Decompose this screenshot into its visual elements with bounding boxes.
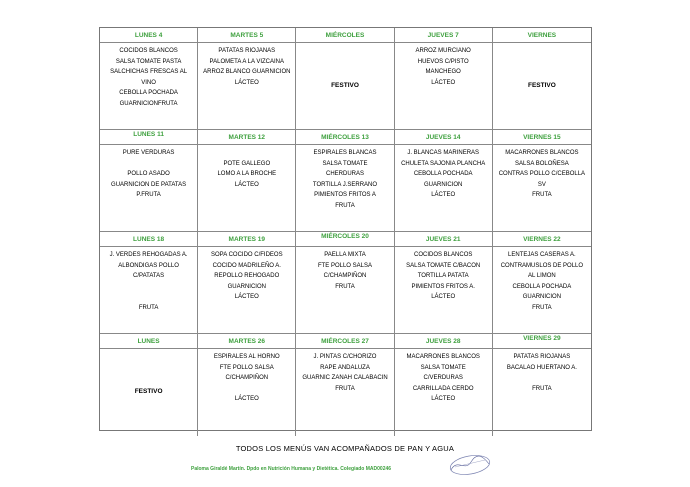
menu-line: FTE POLLO SALSA bbox=[317, 262, 372, 269]
menu-line: LÁCTEO bbox=[234, 294, 259, 300]
menu-line: FRUTA bbox=[335, 283, 355, 290]
menu-line: FTE POLLO SALSA bbox=[219, 364, 274, 371]
menu-cell bbox=[100, 145, 198, 232]
menu-line: HUEVOS C/PISTO bbox=[417, 58, 469, 65]
menu-line: SALCHICHAS FRESCAS AL bbox=[110, 69, 188, 75]
menu-line bbox=[100, 159, 197, 170]
menu-cell bbox=[395, 145, 493, 232]
menu-line: J. BLANCAS MARINERAS bbox=[407, 150, 480, 156]
menu-line: C/CHAMPIÑON bbox=[323, 273, 367, 279]
menu-line: GUARNICION bbox=[424, 181, 463, 188]
menu-line: FRUTA bbox=[532, 304, 552, 311]
day-header: MARTES 26 bbox=[198, 334, 296, 349]
day-header: VIERNES 22 bbox=[493, 232, 591, 247]
menu-cell bbox=[198, 349, 296, 436]
day-header: LUNES bbox=[100, 334, 198, 349]
menu-line: LÁCTEO bbox=[234, 79, 259, 86]
menu-line bbox=[493, 373, 591, 384]
menu-line: FRUTA bbox=[532, 385, 552, 392]
menu-line: CHULETA SAJONIA PLANCHA bbox=[401, 160, 486, 167]
menu-cell bbox=[493, 349, 591, 436]
menu-line: MANCHEGO bbox=[425, 69, 461, 75]
menu-cell bbox=[198, 43, 296, 130]
menu-line: GUARNICIONFRUTA bbox=[119, 100, 178, 107]
day-header: MIÉRCOLES bbox=[296, 28, 394, 43]
holiday-cell bbox=[296, 43, 394, 130]
menu-line: ALBONDIGAS POLLO bbox=[118, 262, 179, 269]
menu-line: J. PINTAS C/CHORIZO bbox=[313, 354, 377, 360]
menu-line: VINO bbox=[141, 79, 156, 86]
menu-cell bbox=[493, 145, 591, 232]
menu-line: SV bbox=[537, 181, 546, 188]
day-header: VIERNES bbox=[493, 28, 591, 43]
menu-line: POTE GALLEGO bbox=[223, 160, 271, 167]
menu-line: SALSA TOMATE C/BACON bbox=[406, 262, 481, 269]
day-header: MIÉRCOLES 13 bbox=[296, 130, 394, 145]
menu-cell bbox=[493, 247, 591, 334]
menu-cell bbox=[198, 145, 296, 232]
menu-line: MACARRONES BLANCOS bbox=[505, 150, 579, 156]
menu-line: LÁCTEO bbox=[431, 79, 456, 86]
menu-line: LÁCTEO bbox=[234, 181, 259, 188]
menu-line: CONTRAMUSLOS DE POLLO bbox=[500, 262, 584, 269]
footer-credit: Paloma Giraldé Martín. Dpdo en Nutrición Humana y Dietética. Colegiado MAD00246 bbox=[191, 466, 392, 472]
menu-line: PIMIENTOS FRITOS A bbox=[314, 192, 376, 198]
menu-line: LENTEJAS CASERAS A. bbox=[508, 252, 576, 258]
menu-line: ESPIRALES AL HORNO bbox=[213, 354, 280, 360]
menu-line bbox=[100, 292, 197, 303]
menu-table bbox=[99, 27, 592, 431]
menu-line: CEBOLLA POCHADA bbox=[512, 283, 572, 290]
menu-cell bbox=[296, 349, 394, 436]
menu-line: GUARNIC ZANAH CALABACIN bbox=[302, 375, 388, 381]
day-header: LUNES 11 bbox=[100, 130, 198, 145]
menu-line: PATATAS RIOJANAS bbox=[218, 48, 276, 54]
menu-line: C/CHAMPIÑON bbox=[225, 375, 269, 381]
menu-line: FRUTA bbox=[335, 202, 355, 209]
menu-line: SALSA TOMATE PASTA bbox=[115, 58, 182, 65]
day-header: MARTES 5 bbox=[198, 28, 296, 43]
menu-line: LÁCTEO bbox=[431, 192, 456, 198]
menu-cell bbox=[198, 247, 296, 334]
day-header: JUEVES 28 bbox=[395, 334, 493, 349]
menu-line bbox=[198, 148, 295, 159]
menu-line: SALSA BOLOÑESA bbox=[515, 160, 569, 167]
day-header: MARTES 12 bbox=[198, 130, 296, 145]
menu-line: FRUTA bbox=[138, 304, 159, 311]
menu-line: MACARRONES BLANCOS bbox=[406, 354, 480, 360]
day-header: MARTES 19 bbox=[198, 232, 296, 247]
menu-line: C/VERDURAS bbox=[423, 375, 463, 381]
menu-line: FESTIVO bbox=[134, 388, 163, 396]
menu-cell bbox=[100, 43, 198, 130]
menu-line: LÁCTEO bbox=[431, 294, 456, 300]
menu-cell bbox=[296, 247, 394, 334]
menu-line: LÁCTEO bbox=[431, 396, 456, 402]
menu-line: ESPIRALES BLANCAS bbox=[313, 150, 377, 156]
menu-line: PALOMETA A LA VIZCAINA bbox=[209, 58, 285, 65]
day-header: JUEVES 14 bbox=[395, 130, 493, 145]
day-header: VIERNES 15 bbox=[493, 130, 591, 145]
signature-image bbox=[445, 450, 495, 480]
day-header: VIERNES 29 bbox=[493, 334, 591, 349]
footer-note: TODOS LOS MENÚS VAN ACOMPAÑADOS DE PAN Y AGUA bbox=[235, 444, 455, 453]
menu-line: AL LIMON bbox=[527, 273, 556, 279]
day-header: JUEVES 7 bbox=[395, 28, 493, 43]
menu-line: SALSA TOMATE bbox=[322, 160, 368, 167]
menu-line: FRUTA bbox=[335, 385, 355, 392]
menu-line: PATATAS RIOJANAS bbox=[513, 354, 571, 360]
menu-line: POLLO ASADO bbox=[127, 171, 170, 177]
menu-line: SALSA TOMATE bbox=[420, 364, 466, 371]
menu-line: COCIDOS BLANCOS bbox=[414, 252, 473, 258]
menu-line: CHERDURAS bbox=[325, 171, 364, 177]
menu-line: BACALAO HUERTANO A. bbox=[506, 364, 577, 371]
menu-line: P.FRUTA bbox=[136, 192, 161, 198]
holiday-cell bbox=[100, 349, 198, 436]
menu-line: PAELLA MIXTA bbox=[324, 252, 366, 258]
menu-line: CARRILLADA CERDO bbox=[412, 385, 474, 392]
menu-line: CONTRAS POLLO C/CEBOLLA bbox=[498, 171, 586, 177]
menu-line: CEBOLLA POCHADA bbox=[119, 90, 178, 96]
menu-line: LOMO A LA BROCHE bbox=[217, 171, 277, 177]
menu-cell bbox=[296, 145, 394, 232]
menu-line: REPOLLO REHOGADO bbox=[214, 273, 280, 279]
day-header: MIÉRCOLES 27 bbox=[296, 334, 394, 349]
menu-line: COCIDOS BLANCOS bbox=[119, 48, 178, 54]
menu-line: TORTILLA PATATA bbox=[417, 273, 469, 279]
menu-line: FESTIVO bbox=[527, 81, 556, 89]
menu-line: GUARNICION DE PATATAS bbox=[111, 181, 187, 188]
menu-line: C/PATATAS bbox=[133, 273, 165, 279]
menu-line bbox=[198, 384, 295, 395]
menu-line: FESTIVO bbox=[331, 81, 359, 89]
menu-line: FRUTA bbox=[532, 192, 552, 198]
menu-line: ARROZ MURCIANO bbox=[415, 48, 471, 54]
day-header: MIÉRCOLES 20 bbox=[296, 232, 394, 247]
menu-line: CEBOLLA POCHADA bbox=[413, 171, 473, 177]
menu-line: SOPA COCIDO C/FIDEOS bbox=[211, 252, 283, 258]
menu-cell bbox=[395, 349, 493, 436]
menu-line: TORTILLA J.SERRANO bbox=[312, 181, 378, 188]
holiday-cell bbox=[493, 43, 591, 130]
menu-cell bbox=[395, 247, 493, 334]
day-header: LUNES 18 bbox=[100, 232, 198, 247]
menu-line: ARROZ BLANCO GUARNICION bbox=[203, 69, 291, 75]
menu-line: J. VERDES REHOGADAS A. bbox=[109, 252, 188, 258]
menu-cell bbox=[100, 247, 198, 334]
menu-line: COCIDO MADRILEÑO A. bbox=[212, 262, 281, 269]
menu-cell bbox=[395, 43, 493, 130]
menu-line: GUARNICION bbox=[227, 283, 266, 290]
menu-line: RAPE ANDALUZA bbox=[320, 364, 370, 371]
menu-line: PURE VERDURAS bbox=[122, 150, 175, 156]
day-header: JUEVES 21 bbox=[395, 232, 493, 247]
menu-line bbox=[100, 282, 197, 293]
day-header: LUNES 4 bbox=[100, 28, 198, 43]
menu-line: GUARNICION bbox=[522, 294, 562, 300]
menu-line: LÁCTEO bbox=[234, 396, 259, 402]
menu-line: PIMIENTOS FRITOS A. bbox=[411, 283, 475, 290]
